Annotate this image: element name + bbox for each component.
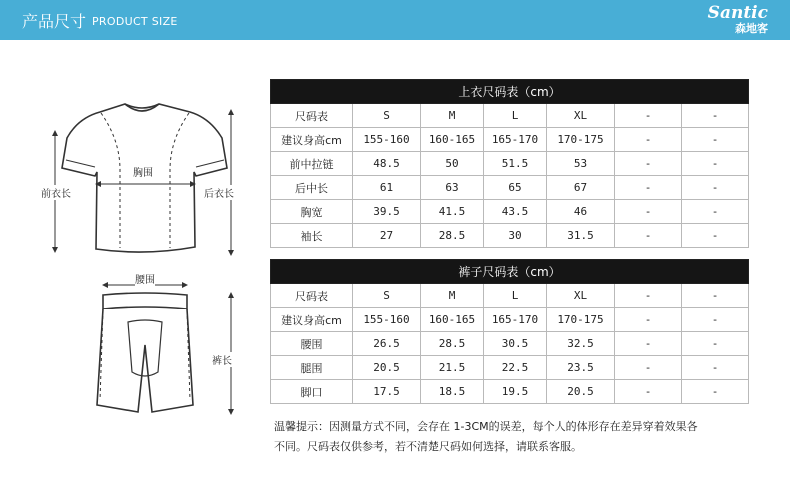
size-value-cell: 48.5 (353, 152, 421, 176)
size-value-cell: 50 (421, 152, 484, 176)
inseam-label: 裤长 (212, 352, 232, 367)
garment-diagram (0, 40, 265, 484)
table-row (271, 356, 749, 380)
jersey-table-title: 上衣尺码表（cm） (271, 80, 749, 104)
size-value-cell: 170-175 (547, 128, 615, 152)
row-label-cell: 后中长 (271, 176, 353, 200)
row-label-cell: 脚口 (271, 380, 353, 404)
chest-label: 胸围 (133, 164, 153, 179)
size-value-cell: - (615, 128, 682, 152)
row-label-cell: 建议身高cm (271, 308, 353, 332)
size-value-cell: - (682, 332, 749, 356)
size-value-cell: 165-170 (484, 308, 547, 332)
table-row (271, 284, 749, 308)
size-value-cell: - (615, 104, 682, 128)
row-label-cell: 建议身高cm (271, 128, 353, 152)
size-value-cell: 160-165 (421, 128, 484, 152)
table-row (271, 128, 749, 152)
size-value-cell: - (615, 152, 682, 176)
table-row (271, 380, 749, 404)
front-length-label: 前衣长 (41, 185, 71, 200)
size-value-cell: M (421, 284, 484, 308)
size-value-cell: 170-175 (547, 308, 615, 332)
size-value-cell: XL (547, 284, 615, 308)
size-value-cell: 28.5 (421, 224, 484, 248)
jersey-size-table (270, 79, 749, 248)
shorts-size-table (270, 259, 749, 404)
size-value-cell: - (615, 380, 682, 404)
size-value-cell: - (615, 224, 682, 248)
table-row (271, 308, 749, 332)
size-value-cell: - (682, 200, 749, 224)
table-row (271, 332, 749, 356)
size-value-cell: 31.5 (547, 224, 615, 248)
size-value-cell: - (615, 200, 682, 224)
brand-name-cn: 森地客 (735, 22, 768, 35)
size-value-cell: 21.5 (421, 356, 484, 380)
row-label-cell: 袖长 (271, 224, 353, 248)
row-label-cell: 尺码表 (271, 284, 353, 308)
size-value-cell: 65 (484, 176, 547, 200)
size-value-cell: 28.5 (421, 332, 484, 356)
size-value-cell: XL (547, 104, 615, 128)
size-value-cell: - (682, 308, 749, 332)
size-value-cell: - (682, 152, 749, 176)
table-row (271, 104, 749, 128)
size-value-cell: - (682, 104, 749, 128)
section-title: 产品尺寸 (22, 12, 87, 31)
size-value-cell: 23.5 (547, 356, 615, 380)
size-value-cell: 43.5 (484, 200, 547, 224)
size-value-cell: 155-160 (353, 308, 421, 332)
size-value-cell: 20.5 (353, 356, 421, 380)
size-value-cell: 39.5 (353, 200, 421, 224)
size-value-cell: 46 (547, 200, 615, 224)
size-value-cell: 19.5 (484, 380, 547, 404)
size-value-cell: 160-165 (421, 308, 484, 332)
size-value-cell: - (682, 224, 749, 248)
row-label-cell: 尺码表 (271, 104, 353, 128)
brand-name: Santic (707, 3, 768, 23)
size-value-cell: - (615, 284, 682, 308)
size-value-cell: L (484, 104, 547, 128)
row-label-cell: 胸宽 (271, 200, 353, 224)
size-value-cell: - (682, 380, 749, 404)
size-value-cell: 17.5 (353, 380, 421, 404)
size-value-cell: S (353, 104, 421, 128)
size-value-cell: S (353, 284, 421, 308)
table-row (271, 224, 749, 248)
size-note (274, 417, 754, 457)
size-value-cell: M (421, 104, 484, 128)
size-value-cell: - (615, 308, 682, 332)
size-value-cell: 30 (484, 224, 547, 248)
shorts-table-body (271, 284, 749, 404)
size-value-cell: - (615, 356, 682, 380)
size-value-cell: - (682, 128, 749, 152)
size-value-cell: 51.5 (484, 152, 547, 176)
shorts-table-title: 裤子尺码表（cm） (271, 260, 749, 284)
row-label-cell: 腰围 (271, 332, 353, 356)
waist-label: 腰围 (135, 271, 155, 286)
note-line-2: 不同。尺码表仅供参考，若不清楚尺码如何选择，请联系客服。 (274, 440, 582, 453)
section-subtitle: PRODUCT SIZE (92, 15, 178, 28)
size-value-cell: 22.5 (484, 356, 547, 380)
size-value-cell: - (615, 176, 682, 200)
size-value-cell: 32.5 (547, 332, 615, 356)
size-value-cell: - (682, 284, 749, 308)
header-bar (0, 0, 790, 40)
size-value-cell: 165-170 (484, 128, 547, 152)
row-label-cell: 腿围 (271, 356, 353, 380)
note-line-1: 温馨提示：因测量方式不同，会存在 1-3CM的误差，每个人的体形存在差异穿着效果各 (274, 420, 698, 433)
size-value-cell: 20.5 (547, 380, 615, 404)
size-value-cell: 41.5 (421, 200, 484, 224)
table-row (271, 152, 749, 176)
size-value-cell: 53 (547, 152, 615, 176)
size-value-cell: 67 (547, 176, 615, 200)
size-value-cell: 61 (353, 176, 421, 200)
size-value-cell: 30.5 (484, 332, 547, 356)
size-value-cell: 27 (353, 224, 421, 248)
back-length-label: 后衣长 (204, 185, 234, 200)
size-value-cell: - (615, 332, 682, 356)
size-value-cell: - (682, 176, 749, 200)
size-value-cell: L (484, 284, 547, 308)
size-value-cell: 18.5 (421, 380, 484, 404)
table-row (271, 176, 749, 200)
size-value-cell: - (682, 356, 749, 380)
table-row (271, 200, 749, 224)
size-value-cell: 26.5 (353, 332, 421, 356)
brand-logo (708, 4, 768, 35)
size-value-cell: 155-160 (353, 128, 421, 152)
size-value-cell: 63 (421, 176, 484, 200)
row-label-cell: 前中拉链 (271, 152, 353, 176)
shorts-icon (97, 293, 193, 412)
jersey-table-body (271, 104, 749, 248)
